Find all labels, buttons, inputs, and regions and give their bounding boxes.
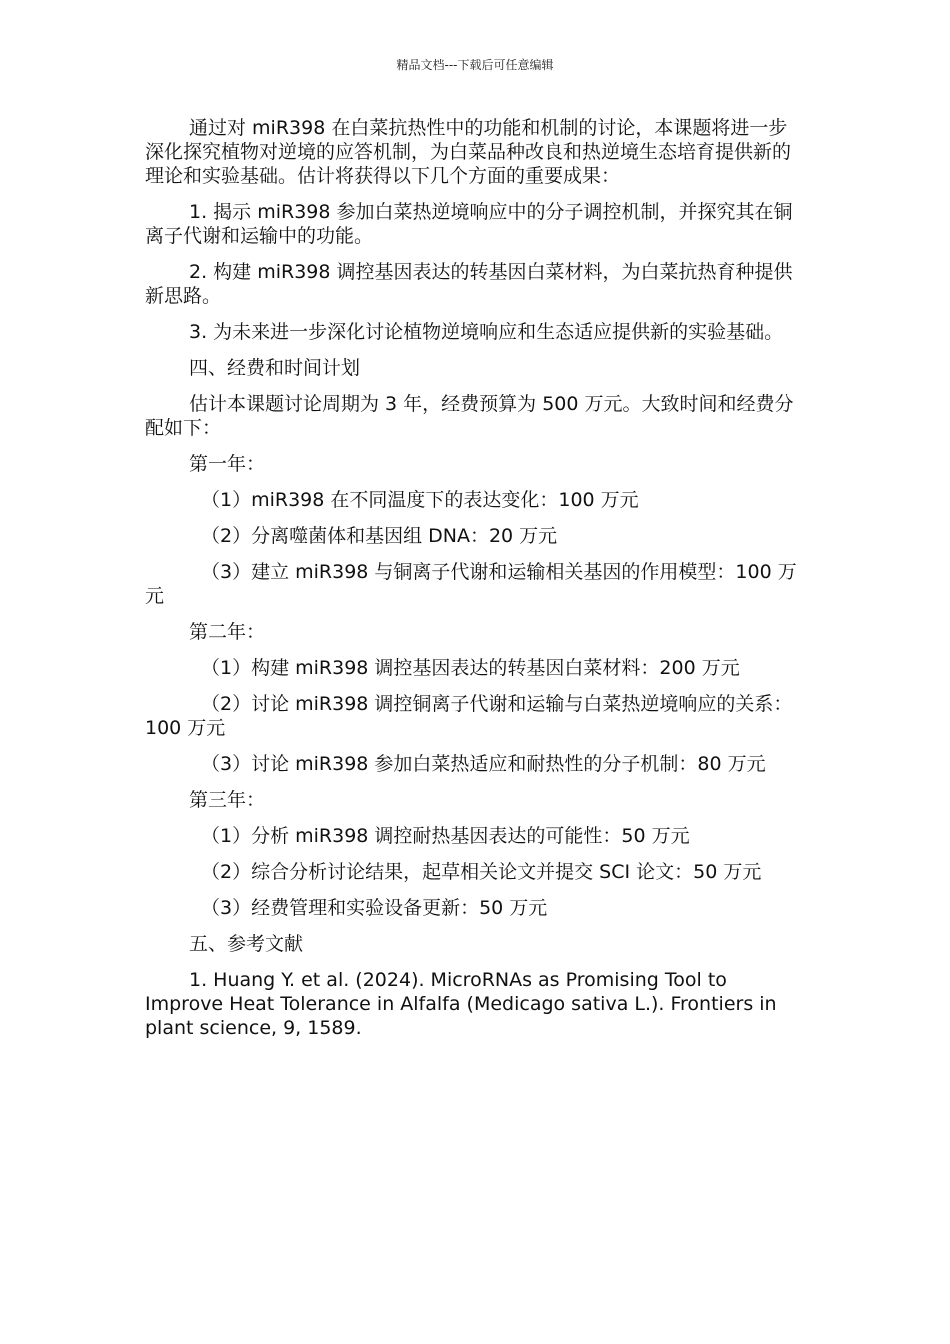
year2-item-3: （3）讨论 miR398 参加白菜热适应和耐热性的分子机制：80 万元 xyxy=(201,753,766,775)
page-header: 精品文档---下载后可任意编辑 xyxy=(396,58,554,72)
result-item-3: 3. 为未来进一步深化讨论植物逆境响应和生态适应提供新的实验基础。 xyxy=(189,321,784,343)
year3-item-1: （1）分析 miR398 调控耐热基因表达的可能性：50 万元 xyxy=(201,825,690,847)
paragraph-budget-summary: 估计本课题讨论周期为 3 年，经费预算为 500 万元。大致时间和经费分配如下： xyxy=(145,393,794,439)
result-item-2: 2. 构建 miR398 调控基因表达的转基因白菜材料，为白菜抗热育种提供新思路。 xyxy=(145,261,793,307)
year1-item-1: （1）miR398 在不同温度下的表达变化：100 万元 xyxy=(201,489,639,511)
section-heading-budget: 四、经费和时间计划 xyxy=(189,357,361,379)
document-body xyxy=(145,116,805,1040)
year2-item-2: （2）讨论 miR398 调控铜离子代谢和运输与白菜热逆境响应的关系：100 万元 xyxy=(145,693,793,739)
year1-item-2: （2）分离噬菌体和基因组 DNA：20 万元 xyxy=(201,525,558,547)
section-heading-references: 五、参考文献 xyxy=(189,933,304,955)
year2-item-1: （1）构建 miR398 调控基因表达的转基因白菜材料：200 万元 xyxy=(201,657,740,679)
year-heading-3: 第三年： xyxy=(189,789,266,811)
year-heading-2: 第二年： xyxy=(189,621,266,643)
year-heading-1: 第一年： xyxy=(189,453,266,475)
year1-item-3: （3）建立 miR398 与铜离子代谢和运输相关基因的作用模型：100 万元 xyxy=(145,561,797,607)
year3-item-3: （3）经费管理和实验设备更新：50 万元 xyxy=(201,897,548,919)
reference-item-1: 1. Huang Y. et al. (2024). MicroRNAs as Promising Tool to Improve Heat Tolerance in Alfalfa (Medicago sativa L.). Frontiers in plant science, 9, 1589. xyxy=(145,969,777,1039)
result-item-1: 1. 揭示 miR398 参加白菜热逆境响应中的分子调控机制，并探究其在铜离子代谢和运输中的功能。 xyxy=(145,201,793,247)
year3-item-2: （2）综合分析讨论结果，起草相关论文并提交 SCI 论文：50 万元 xyxy=(201,861,762,883)
paragraph-intro: 通过对 miR398 在白菜抗热性中的功能和机制的讨论，本课题将进一步深化探究植物对逆境的应答机制，为白菜品种改良和热逆境生态培育提供新的理论和实验基础。估计将获得以下几个方面的重要成果： xyxy=(145,117,792,187)
